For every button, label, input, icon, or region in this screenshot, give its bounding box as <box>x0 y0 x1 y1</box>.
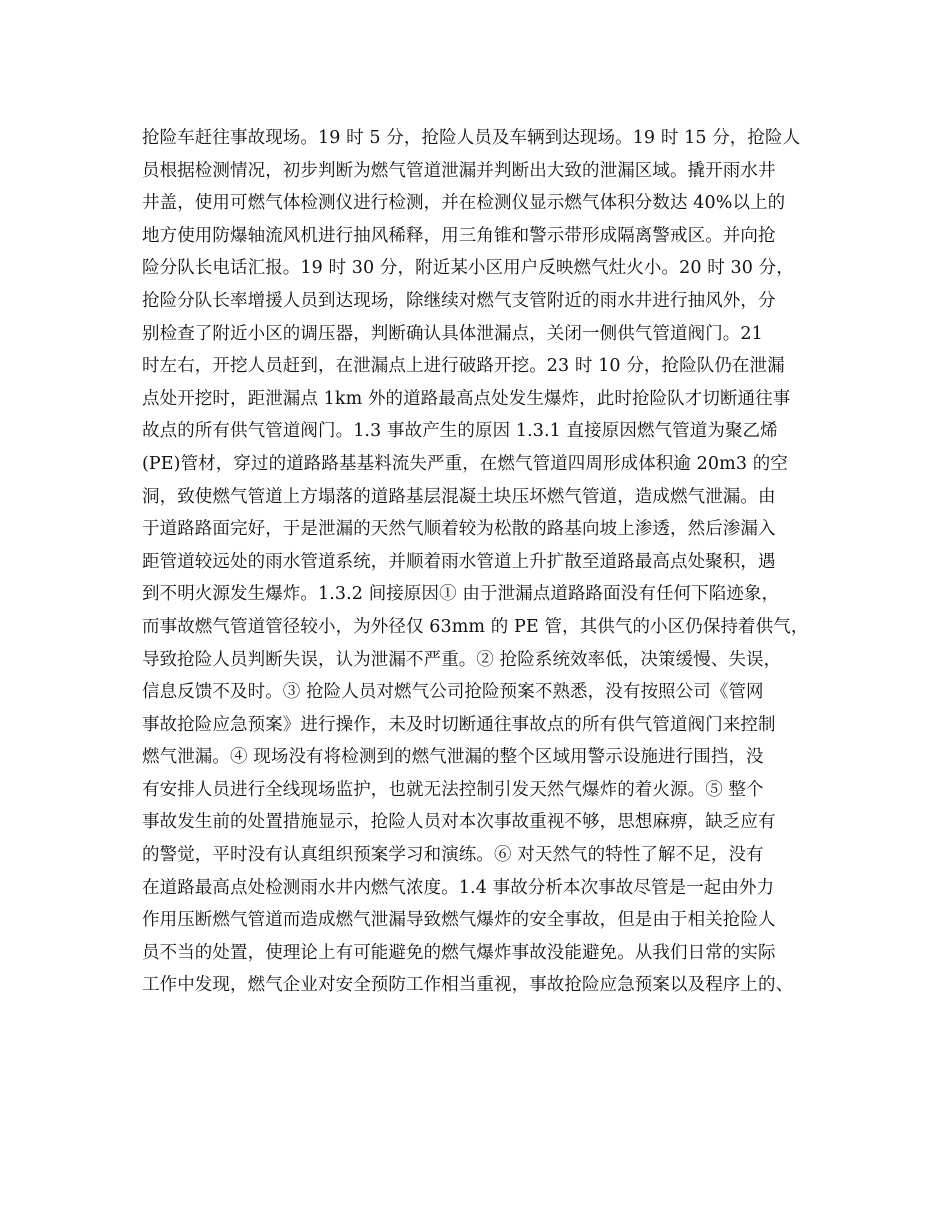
text-line: 别检查了附近小区的调压器，判断确认具体泄漏点，关闭一侧供气管道阀门。21 <box>142 323 763 344</box>
text-line: 距管道较远处的雨水管道系统，并顺着雨水管道上升扩散至道路最高点处聚积，遇 <box>142 551 776 572</box>
text-line: 地方使用防爆轴流风机进行抽风稀释，用三角锥和警示带形成隔离警戒区。并向抢 <box>142 225 776 246</box>
text-line: 有安排人员进行全线现场监护，也就无法控制引发天然气爆炸的着火源。⑤ 整个 <box>142 779 764 800</box>
text-line: 到不明火源发生爆炸。1.3.2 间接原因① 由于泄漏点道路路面没有任何下陷迹象， <box>142 584 780 605</box>
text-line: 导致抢险人员判断失误，认为泄漏不严重。② 抢险系统效率低，决策缓慢、失误， <box>142 649 782 670</box>
text-line: 事故发生前的处置措施显示，抢险人员对本次事故重视不够，思想麻痹，缺乏应有 <box>142 812 776 833</box>
text-line: 抢险车赶往事故现场。19 时 5 分，抢险人员及车辆到达现场。19 时 15 分，抢险人 <box>142 128 801 148</box>
body-text <box>142 122 832 1002</box>
text-line: 抢险分队长率增援人员到达现场，除继续对燃气支管附近的雨水井进行抽风外，分 <box>142 290 776 311</box>
text-line: 而事故燃气管道管径较小，为外径仅 63mm 的 PE 管，其供气的小区仍保持着供气， <box>142 616 809 637</box>
text-line: 洞，致使燃气管道上方塌落的道路基层混凝土块压坏燃气管道，造成燃气泄漏。由 <box>142 486 776 507</box>
text-line: 员不当的处置，使理论上有可能避免的燃气爆炸事故没能避免。从我们日常的实际 <box>142 942 776 963</box>
text-line: 作用压断燃气管道而造成燃气泄漏导致燃气爆炸的安全事故，但是由于相关抢险人 <box>142 910 776 931</box>
text-line: 的警觉，平时没有认真组织预案学习和演练。⑥ 对天然气的特性了解不足，没有 <box>142 845 764 866</box>
text-line: 信息反馈不及时。③ 抢险人员对燃气公司抢险预案不熟悉，没有按照公司《管网 <box>142 682 764 703</box>
text-line: 险分队长电话汇报。19 时 30 分，附近某小区用户反映燃气灶火小。20 时 30 分， <box>142 258 794 279</box>
text-line: 员根据检测情况，初步判断为燃气管道泄漏并判断出大致的泄漏区域。撬开雨水井 <box>142 160 776 181</box>
text-line: 在道路最高点处检测雨水井内燃气浓度。1.4 事故分析本次事故尽管是一起由外力 <box>142 877 775 898</box>
text-line: 于道路路面完好，于是泄漏的天然气顺着较为松散的路基向坡上渗透，然后渗漏入 <box>142 519 776 540</box>
text-line: (PE)管材，穿过的道路路基基料流失严重，在燃气管道四周形成体积逾 20m3 的空 <box>142 453 788 474</box>
text-line: 故点的所有供气管道阀门。1.3 事故产生的原因 1.3.1 直接原因燃气管道为聚乙烯 <box>142 421 778 442</box>
text-line: 事故抢险应急预案》进行操作，未及时切断通往事故点的所有供气管道阀门来控制 <box>142 714 776 735</box>
text-line: 燃气泄漏。④ 现场没有将检测到的燃气泄漏的整个区域用警示设施进行围挡，没 <box>142 747 764 768</box>
text-line: 工作中发现，燃气企业对安全预防工作相当重视，事故抢险应急预案以及程序上的、 <box>142 975 794 996</box>
text-line: 井盖，使用可燃气体检测仪进行检测，并在检测仪显示燃气体积分数达 40%以上的 <box>142 193 786 214</box>
text-line: 点处开挖时，距泄漏点 1km 外的道路最高点处发生爆炸，此时抢险队才切断通往事 <box>142 388 791 409</box>
text-line: 时左右，开挖人员赶到，在泄漏点上进行破路开挖。23 时 10 分，抢险队仍在泄漏 <box>142 356 785 377</box>
